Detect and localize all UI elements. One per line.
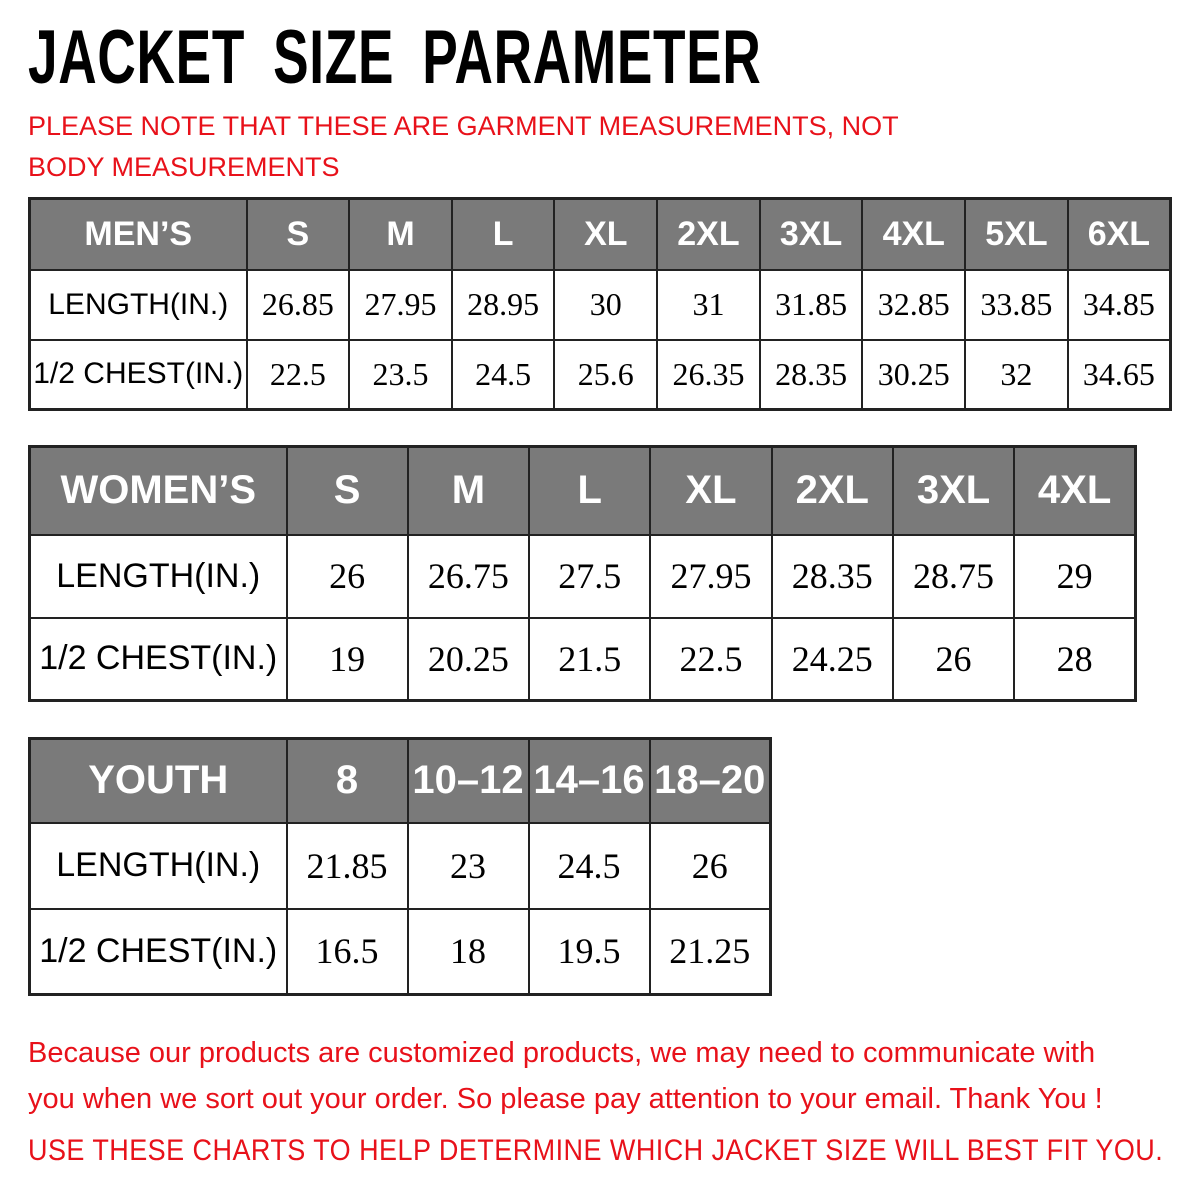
measure-row-label: 1/2 CHEST(IN.) — [30, 909, 287, 995]
measure-row-label: 1/2 CHEST(IN.) — [30, 340, 247, 410]
size-value-cell: 19 — [287, 618, 408, 701]
size-value-cell: 28.95 — [452, 270, 555, 340]
size-value-cell: 27.95 — [349, 270, 452, 340]
size-value-cell: 23.5 — [349, 340, 452, 410]
size-value-cell: 26 — [287, 535, 408, 618]
size-value-cell: 28.35 — [760, 340, 863, 410]
size-value-cell: 27.95 — [650, 535, 771, 618]
mens-group-header-cell: MEN’S — [30, 199, 247, 270]
size-column-header: 4XL — [1014, 447, 1135, 535]
measure-row-label: LENGTH(IN.) — [30, 535, 287, 618]
size-value-cell: 18 — [408, 909, 529, 995]
table-row — [30, 823, 771, 909]
size-column-header: XL — [554, 199, 657, 270]
womens-size-table — [28, 445, 1137, 702]
size-value-cell: 26.75 — [408, 535, 529, 618]
size-value-cell: 22.5 — [247, 340, 350, 410]
size-value-cell: 32 — [965, 340, 1068, 410]
size-value-cell: 34.85 — [1068, 270, 1171, 340]
size-value-cell: 33.85 — [965, 270, 1068, 340]
size-value-cell: 24.5 — [452, 340, 555, 410]
custom-order-note: Because our products are customized products, we may need to communicate with you when we sort out your order. So please pay attention to your email. Thank You ! — [28, 1037, 1103, 1115]
size-value-cell: 26 — [893, 618, 1014, 701]
size-column-header: S — [247, 199, 350, 270]
size-column-header: L — [529, 447, 650, 535]
size-value-cell: 31.85 — [760, 270, 863, 340]
size-value-cell: 24.5 — [529, 823, 650, 909]
table-row — [30, 535, 1136, 618]
size-value-cell: 26.35 — [657, 340, 760, 410]
size-column-header: 18–20 — [650, 739, 771, 823]
size-column-header: M — [408, 447, 529, 535]
size-value-cell: 26.85 — [247, 270, 350, 340]
measure-row-label: 1/2 CHEST(IN.) — [30, 618, 287, 701]
mens-size-table — [28, 197, 1172, 411]
size-value-cell: 31 — [657, 270, 760, 340]
size-value-cell: 32.85 — [862, 270, 965, 340]
size-column-header: 14–16 — [529, 739, 650, 823]
size-value-cell: 20.25 — [408, 618, 529, 701]
size-value-cell: 21.85 — [287, 823, 408, 909]
size-value-cell: 22.5 — [650, 618, 771, 701]
size-value-cell: 19.5 — [529, 909, 650, 995]
table-row — [30, 909, 771, 995]
size-column-header: 5XL — [965, 199, 1068, 270]
size-column-header: XL — [650, 447, 771, 535]
table-row — [30, 270, 1171, 340]
size-value-cell: 28.35 — [772, 535, 893, 618]
table-row — [30, 340, 1171, 410]
size-column-header: M — [349, 199, 452, 270]
size-column-header: 8 — [287, 739, 408, 823]
size-value-cell: 28 — [1014, 618, 1135, 701]
size-value-cell: 26 — [650, 823, 771, 909]
size-value-cell: 21.5 — [529, 618, 650, 701]
size-column-header: S — [287, 447, 408, 535]
size-column-header: 4XL — [862, 199, 965, 270]
size-value-cell: 30 — [554, 270, 657, 340]
size-column-header: 2XL — [657, 199, 760, 270]
size-value-cell: 30.25 — [862, 340, 965, 410]
size-value-cell: 27.5 — [529, 535, 650, 618]
youth-group-header-cell: YOUTH — [30, 739, 287, 823]
size-value-cell: 29 — [1014, 535, 1135, 618]
measure-row-label: LENGTH(IN.) — [30, 823, 287, 909]
size-value-cell: 34.65 — [1068, 340, 1171, 410]
size-value-cell: 16.5 — [287, 909, 408, 995]
size-column-header: 10–12 — [408, 739, 529, 823]
table-row — [30, 618, 1136, 701]
size-column-header: 6XL — [1068, 199, 1171, 270]
size-column-header: 3XL — [893, 447, 1014, 535]
size-value-cell: 25.6 — [554, 340, 657, 410]
size-value-cell: 23 — [408, 823, 529, 909]
youth-size-table — [28, 737, 772, 996]
measure-row-label: LENGTH(IN.) — [30, 270, 247, 340]
size-value-cell: 24.25 — [772, 618, 893, 701]
fit-guidance-caption: USE THESE CHARTS TO HELP DETERMINE WHICH JACKET SIZE WILL BEST FIT YOU. — [28, 1134, 1164, 1167]
size-column-header: L — [452, 199, 555, 270]
womens-group-header-cell: WOMEN’S — [30, 447, 287, 535]
size-value-cell: 28.75 — [893, 535, 1014, 618]
size-column-header: 2XL — [772, 447, 893, 535]
size-column-header: 3XL — [760, 199, 863, 270]
page-title: JACKET SIZE PARAMETER — [28, 15, 762, 100]
size-value-cell: 21.25 — [650, 909, 771, 995]
garment-measurement-note: PLEASE NOTE THAT THESE ARE GARMENT MEASUREMENTS, NOT BODY MEASUREMENTS — [28, 111, 899, 182]
